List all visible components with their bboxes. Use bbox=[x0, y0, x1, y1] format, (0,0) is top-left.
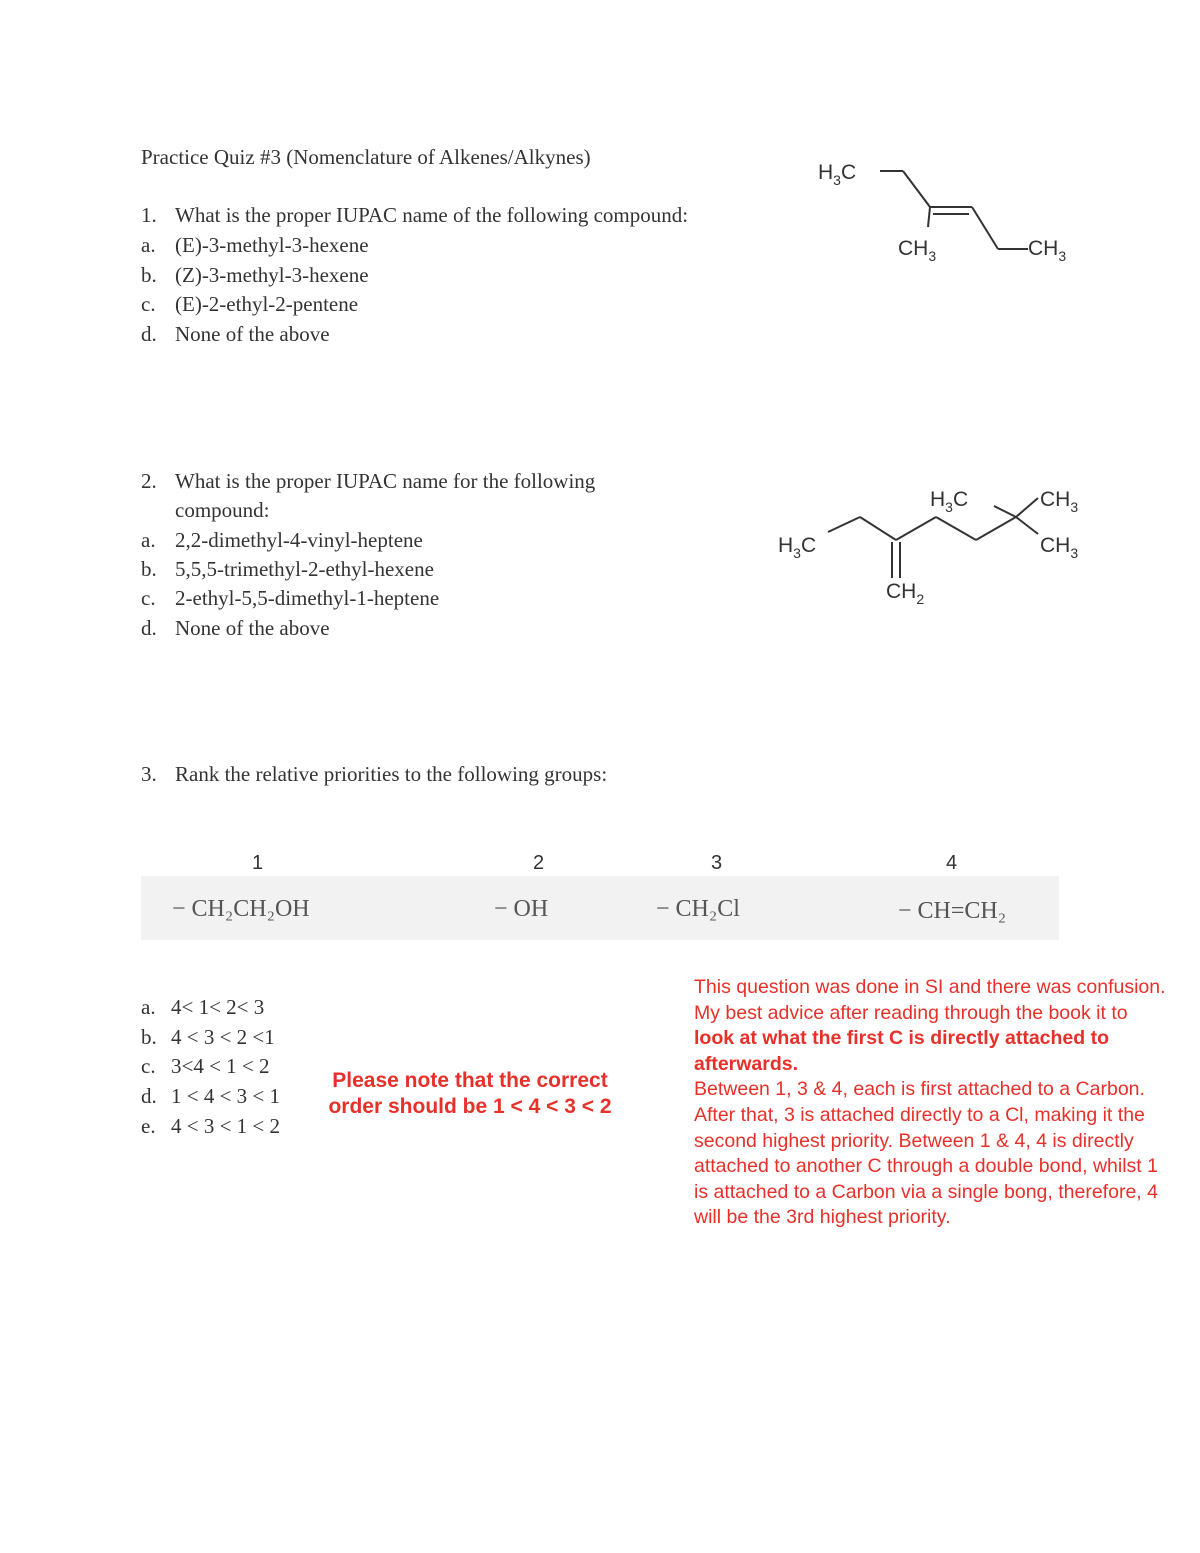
question-text: What is the proper IUPAC name for the following bbox=[175, 469, 596, 493]
svg-text:H3C: $H_3C$ bbox=[778, 534, 817, 561]
group-formula-3: − CH₂Cl bbox=[656, 896, 740, 922]
svg-text:H3C: $H_3C$ bbox=[818, 161, 857, 188]
question-text: What is the proper IUPAC name of the following compound: bbox=[175, 203, 689, 227]
question-number: 1. bbox=[141, 203, 157, 227]
q1-option-d[interactable]: d. None of the above bbox=[141, 322, 330, 346]
group-label-3: 3 bbox=[711, 852, 723, 874]
question-number: 2. bbox=[141, 469, 157, 493]
question-2-line2: compound: bbox=[175, 498, 270, 522]
q2-option-c[interactable]: c. 2-ethyl-5,5-dimethyl-1-heptene bbox=[141, 586, 440, 610]
svg-text:CH3: $CH_3$ bbox=[1040, 534, 1079, 561]
q3-option-a[interactable]: a. 4< 1< 2< 3 bbox=[141, 995, 265, 1019]
question-text: Rank the relative priorities to the following groups: bbox=[175, 762, 608, 786]
svg-text:CH3: $CH_3$ bbox=[898, 237, 937, 264]
molecule-2-structure bbox=[770, 470, 1110, 610]
q3-option-b[interactable]: b. 4 < 3 < 2 <1 bbox=[141, 1025, 275, 1049]
group-label-1: 1 bbox=[252, 852, 264, 874]
q2-option-a[interactable]: a. 2,2-dimethyl-4-vinyl-heptene bbox=[141, 528, 423, 552]
question-2 bbox=[141, 469, 595, 494]
molecule-1-structure bbox=[800, 145, 1100, 275]
svg-text:CH3: $CH_3$ bbox=[1028, 237, 1067, 264]
q3-option-d[interactable]: d. 1 < 4 < 3 < 1 bbox=[141, 1084, 281, 1108]
question-number: 3. bbox=[141, 762, 157, 786]
question-1 bbox=[141, 203, 688, 228]
q2-option-d[interactable]: d. None of the above bbox=[141, 616, 330, 640]
group-label-4: 4 bbox=[946, 852, 958, 874]
group-formula-1: − CH₂CH₂OH bbox=[172, 896, 310, 922]
q3-option-c[interactable]: c. 3<4 < 1 < 2 bbox=[141, 1054, 270, 1078]
group-formula-2: − OH bbox=[494, 896, 549, 922]
q2-option-b[interactable]: b. 5,5,5-trimethyl-2-ethyl-hexene bbox=[141, 557, 434, 581]
q1-option-b[interactable]: b. (Z)-3-methyl-3-hexene bbox=[141, 263, 369, 287]
svg-text:CH3: $CH_3$ bbox=[1040, 488, 1079, 515]
correct-order-callout: Please note that the correct order should be 1 < 4 < 3 < 2 bbox=[328, 1069, 612, 1118]
q1-option-a[interactable]: a. (E)-3-methyl-3-hexene bbox=[141, 233, 369, 257]
svg-text:H3C: $H_3C$ bbox=[930, 488, 969, 515]
explanation-note: This question was done in SI and there was confusion. My best advice after reading through the book it to look at what the first C is directly attached to afterwards. Between 1, 3 & 4, each is first attached to a Carbon. After that, 3 is attached directly to a Cl, making it the second highest priority. Between 1 & 4, 4 is directly attached to another C through a double bond, whilst 1 is attached to a Carbon via a single bong, therefore, 4 will be the 3rd highest priority. bbox=[694, 976, 1166, 1229]
svg-text:CH2: $CH_2$ bbox=[886, 580, 925, 607]
group-label-2: 2 bbox=[533, 852, 545, 874]
q1-option-c[interactable]: c. (E)-2-ethyl-2-pentene bbox=[141, 292, 359, 316]
question-3 bbox=[141, 762, 607, 787]
quiz-title: Practice Quiz #3 (Nomenclature of Alkenes/Alkynes) bbox=[141, 145, 591, 169]
group-formula-4: − CH=CH₂ bbox=[898, 898, 1007, 924]
q3-option-e[interactable]: e. 4 < 3 < 1 < 2 bbox=[141, 1114, 281, 1138]
